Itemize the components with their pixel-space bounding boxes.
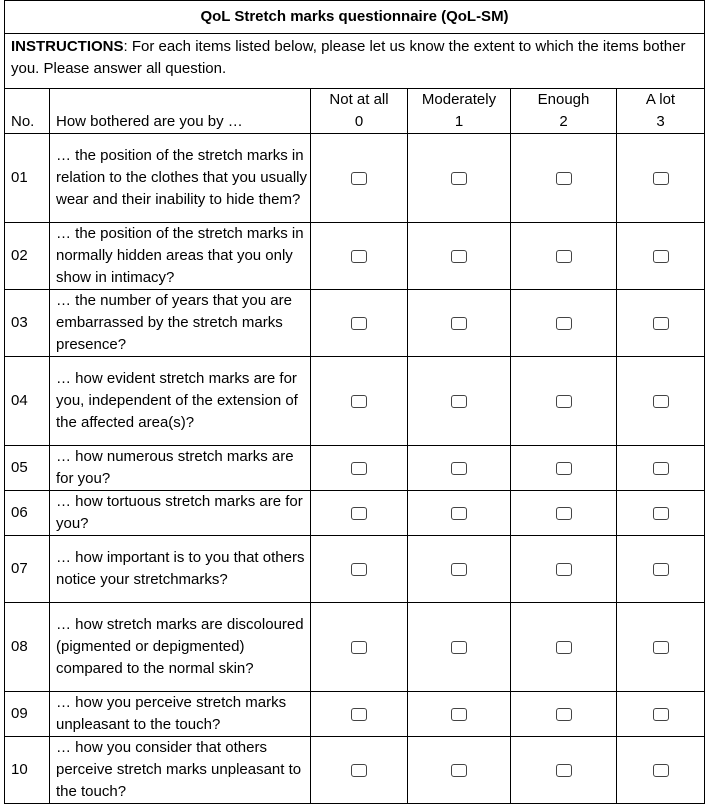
answer-cell xyxy=(617,692,705,737)
answer-cell xyxy=(311,737,408,804)
answer-checkbox[interactable] xyxy=(556,317,572,330)
answer-checkbox[interactable] xyxy=(653,250,669,263)
answer-checkbox[interactable] xyxy=(451,172,467,185)
answer-cell xyxy=(511,223,617,290)
option-score: 1 xyxy=(454,113,464,130)
answer-checkbox[interactable] xyxy=(351,764,367,777)
item-number: 02 xyxy=(5,223,50,290)
table-row xyxy=(5,223,705,290)
item-number: 06 xyxy=(5,491,50,536)
item-question: … the position of the stretch marks in normally hidden areas that you only show in intimacy? xyxy=(50,223,311,290)
answer-cell xyxy=(408,692,511,737)
option-score: 0 xyxy=(354,113,364,130)
option-label: Not at all xyxy=(329,91,389,108)
answer-cell xyxy=(408,737,511,804)
answer-checkbox[interactable] xyxy=(653,764,669,777)
answer-cell xyxy=(311,536,408,603)
answer-cell xyxy=(408,491,511,536)
item-question: … how you consider that others perceive stretch marks unpleasant to the touch? xyxy=(50,737,311,804)
answer-checkbox[interactable] xyxy=(653,395,669,408)
questionnaire-title: QoL Stretch marks questionnaire (QoL-SM) xyxy=(5,1,705,34)
answer-cell xyxy=(311,603,408,692)
answer-cell xyxy=(511,491,617,536)
answer-checkbox[interactable] xyxy=(351,708,367,721)
header-option-3 xyxy=(617,89,705,134)
answer-cell xyxy=(617,491,705,536)
table-row xyxy=(5,290,705,357)
answer-cell xyxy=(511,737,617,804)
answer-checkbox[interactable] xyxy=(556,764,572,777)
answer-checkbox[interactable] xyxy=(653,317,669,330)
answer-cell xyxy=(511,446,617,491)
header-option-0 xyxy=(311,89,408,134)
answer-checkbox[interactable] xyxy=(451,708,467,721)
answer-checkbox[interactable] xyxy=(653,641,669,654)
table-row xyxy=(5,737,705,804)
answer-checkbox[interactable] xyxy=(451,462,467,475)
answer-cell xyxy=(311,134,408,223)
answer-checkbox[interactable] xyxy=(351,172,367,185)
instructions xyxy=(5,34,705,89)
item-number: 09 xyxy=(5,692,50,737)
answer-cell xyxy=(408,357,511,446)
item-question: … the position of the stretch marks in relation to the clothes that you usually wear and their inability to hide them? xyxy=(50,134,311,223)
instructions-label: INSTRUCTIONS xyxy=(11,38,124,55)
answer-cell xyxy=(408,223,511,290)
table-row xyxy=(5,491,705,536)
table-row xyxy=(5,692,705,737)
answer-cell xyxy=(511,357,617,446)
answer-cell xyxy=(617,223,705,290)
answer-cell xyxy=(617,290,705,357)
answer-cell xyxy=(511,692,617,737)
item-question: … how numerous stretch marks are for you? xyxy=(50,446,311,491)
answer-checkbox[interactable] xyxy=(653,563,669,576)
table-row xyxy=(5,603,705,692)
answer-checkbox[interactable] xyxy=(451,395,467,408)
item-question: … how important is to you that others notice your stretchmarks? xyxy=(50,536,311,603)
item-number: 04 xyxy=(5,357,50,446)
answer-checkbox[interactable] xyxy=(556,507,572,520)
answer-cell xyxy=(311,223,408,290)
option-label: Moderately xyxy=(421,91,497,108)
item-number: 10 xyxy=(5,737,50,804)
item-question: … the number of years that you are embarrassed by the stretch marks presence? xyxy=(50,290,311,357)
table-row xyxy=(5,357,705,446)
answer-checkbox[interactable] xyxy=(451,563,467,576)
answer-cell xyxy=(408,290,511,357)
answer-checkbox[interactable] xyxy=(556,563,572,576)
answer-checkbox[interactable] xyxy=(351,395,367,408)
table-row xyxy=(5,134,705,223)
answer-checkbox[interactable] xyxy=(451,317,467,330)
option-label: A lot xyxy=(645,91,676,108)
answer-checkbox[interactable] xyxy=(351,641,367,654)
item-number: 07 xyxy=(5,536,50,603)
item-question: … how evident stretch marks are for you, independent of the extension of the affected area(s)? xyxy=(50,357,311,446)
item-number: 05 xyxy=(5,446,50,491)
answer-cell xyxy=(511,603,617,692)
answer-cell xyxy=(511,290,617,357)
answer-cell xyxy=(408,134,511,223)
answer-cell xyxy=(311,357,408,446)
answer-checkbox[interactable] xyxy=(653,708,669,721)
item-question: … how stretch marks are discoloured (pigmented or depigmented) compared to the normal skin? xyxy=(50,603,311,692)
answer-checkbox[interactable] xyxy=(351,507,367,520)
questionnaire-table xyxy=(4,0,705,804)
answer-cell xyxy=(617,737,705,804)
item-question: … how tortuous stretch marks are for you? xyxy=(50,491,311,536)
answer-checkbox[interactable] xyxy=(351,462,367,475)
answer-cell xyxy=(408,603,511,692)
answer-cell xyxy=(311,692,408,737)
answer-cell xyxy=(511,134,617,223)
answer-checkbox[interactable] xyxy=(351,563,367,576)
answer-checkbox[interactable] xyxy=(451,507,467,520)
header-no: No. xyxy=(5,89,50,134)
item-number: 03 xyxy=(5,290,50,357)
answer-checkbox[interactable] xyxy=(351,250,367,263)
answer-checkbox[interactable] xyxy=(653,172,669,185)
answer-cell xyxy=(408,446,511,491)
header-option-1 xyxy=(408,89,511,134)
answer-cell xyxy=(617,357,705,446)
answer-cell xyxy=(311,491,408,536)
answer-checkbox[interactable] xyxy=(653,507,669,520)
answer-cell xyxy=(311,446,408,491)
answer-checkbox[interactable] xyxy=(653,462,669,475)
answer-checkbox[interactable] xyxy=(556,708,572,721)
option-score: 3 xyxy=(656,113,665,130)
answer-checkbox[interactable] xyxy=(451,764,467,777)
answer-checkbox[interactable] xyxy=(556,641,572,654)
answer-cell xyxy=(311,290,408,357)
answer-checkbox[interactable] xyxy=(451,641,467,654)
answer-checkbox[interactable] xyxy=(556,395,572,408)
answer-cell xyxy=(511,536,617,603)
answer-checkbox[interactable] xyxy=(556,462,572,475)
item-question: … how you perceive stretch marks unpleasant to the touch? xyxy=(50,692,311,737)
answer-checkbox[interactable] xyxy=(556,250,572,263)
header-question: How bothered are you by … xyxy=(50,89,311,134)
option-score: 2 xyxy=(559,113,568,130)
table-row xyxy=(5,536,705,603)
answer-checkbox[interactable] xyxy=(556,172,572,185)
header-option-2 xyxy=(511,89,617,134)
item-number: 01 xyxy=(5,134,50,223)
answer-cell xyxy=(617,134,705,223)
answer-cell xyxy=(617,603,705,692)
instructions-text: : For each items listed below, please let us know the extent to which the items bother you. Please answer all question. xyxy=(11,38,686,77)
item-number: 08 xyxy=(5,603,50,692)
answer-checkbox[interactable] xyxy=(351,317,367,330)
answer-cell xyxy=(617,536,705,603)
answer-cell xyxy=(408,536,511,603)
answer-checkbox[interactable] xyxy=(451,250,467,263)
table-row xyxy=(5,446,705,491)
answer-cell xyxy=(617,446,705,491)
option-label: Enough xyxy=(537,91,590,108)
